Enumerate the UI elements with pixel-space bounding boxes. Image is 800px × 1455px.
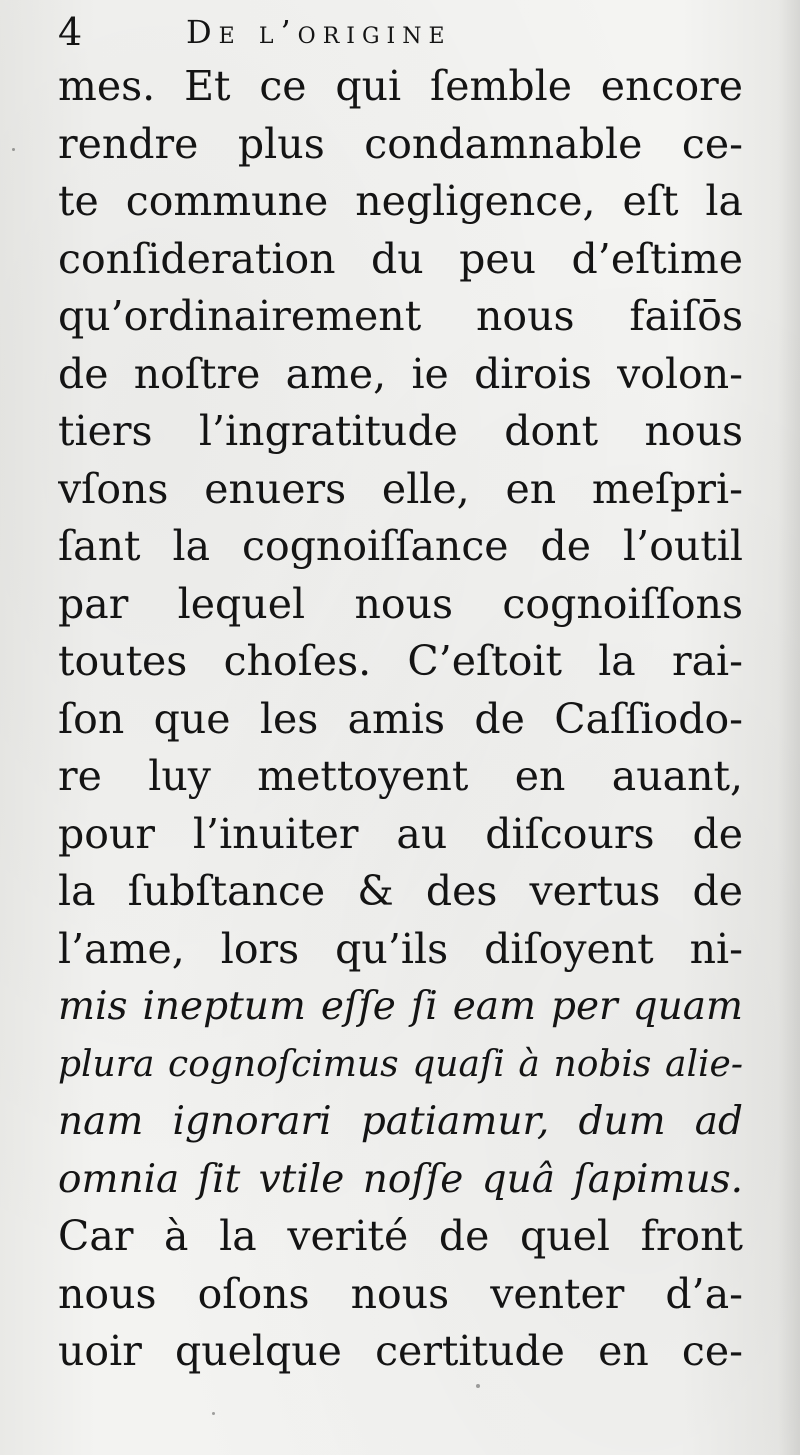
- text-line: qu’ordinairement nous faiſōs: [58, 292, 743, 340]
- text-line: la ſubſtance & des vertus de: [58, 867, 743, 915]
- text-line: nous oſons nous venter d’a-: [58, 1269, 743, 1318]
- paper-speck: [12, 148, 15, 151]
- text-line: Car à la verité de quel front: [58, 1212, 743, 1260]
- paper-speck: [212, 1412, 215, 1415]
- latin-quote-line: plura cognoſcimus quaſi à nobis alie-: [58, 1043, 743, 1085]
- text-line: mes. Et ce qui ſemble encore: [58, 62, 743, 110]
- latin-quote-line: omnia ſit vtile noſſe quâ ſapimus.: [58, 1156, 743, 1202]
- latin-quote-line: mis ineptum eſſe ſi eam per quam: [58, 984, 743, 1029]
- text-line: tiers l’ingratitude dont nous: [58, 407, 743, 455]
- running-head: De l’origine: [186, 13, 452, 51]
- text-line: toutes choſes. C’eſtoit la rai-: [58, 637, 743, 685]
- text-line: rendre plus condamnable ce-: [58, 119, 743, 168]
- text-line: de noſtre ame, ie dirois volon-: [58, 349, 743, 398]
- text-line: ſon que les amis de Caſſiodo-: [58, 694, 743, 743]
- text-line: pour l’inuiter au diſcours de: [58, 809, 743, 858]
- page-number: 4: [58, 10, 83, 54]
- body-text: [58, 58, 743, 1381]
- text-line: uoir quelque certitude en ce-: [58, 1327, 743, 1375]
- text-line: l’ame, lors qu’ils diſoyent ni-: [58, 924, 743, 973]
- page-edge-shadow: [778, 0, 800, 1455]
- text-line: te commune negligence, eſt la: [58, 177, 743, 225]
- page-header: [58, 8, 758, 52]
- text-line: ſant la cognoiſſance de l’outil: [58, 522, 743, 570]
- text-line: re luy mettoyent en auant,: [58, 752, 743, 800]
- latin-quote-line: nam ignorari patiamur, dum ad: [58, 1099, 743, 1144]
- text-line: conſideration du peu d’eſtime: [58, 234, 743, 283]
- text-line: vſons enuers elle, en meſpri-: [58, 464, 743, 513]
- text-line: par lequel nous cognoiſſons: [58, 579, 743, 628]
- paper-speck: [476, 1384, 480, 1388]
